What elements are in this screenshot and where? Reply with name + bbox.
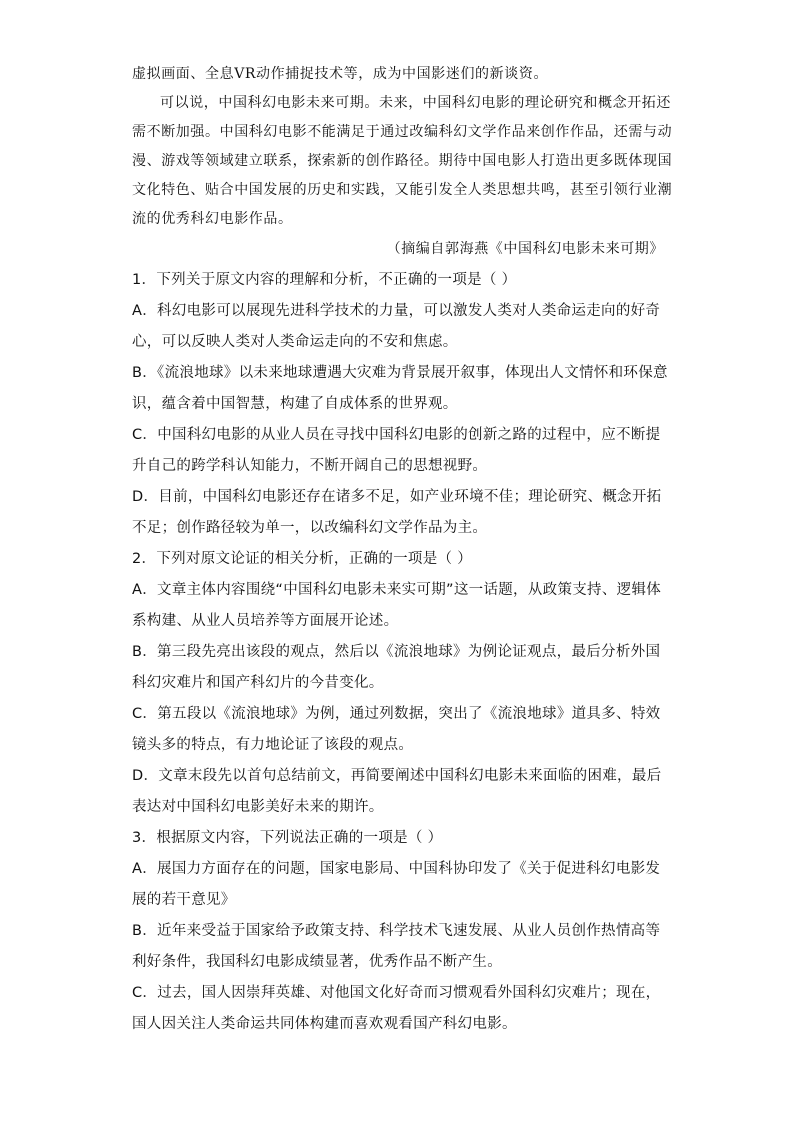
question-option-d: D．目前，中国科幻电影还存在诸多不足，如产业环境不佳；理论研究、概念开拓不足；创作路径较为单一，以改编科幻文学作品为主。 [132, 489, 662, 536]
question-3 [132, 823, 674, 1040]
question-option-c: C．第五段以《流浪地球》为例，通过列数据，突出了《流浪地球》道具多、特效镜头多的特点，有力地论证了该段的观点。 [132, 706, 661, 753]
question-option-b: B．《流浪地球》以未来地球遭遇大灾难为背景展开叙事，体现出人文情怀和环保意识，蕴含着中国智慧，构建了自成体系的世界观。 [132, 365, 668, 412]
question-1 [132, 265, 674, 544]
question-option-c: C．过去，国人因崇拜英雄、对他国文化好奇而习惯观看外国科幻灾难片；现在，国人因关注人类命运共同体构建而喜欢观看国产科幻电影。 [132, 985, 661, 1032]
passage-paragraph: 可以说，中国科幻电影未来可期。未来，中国科幻电影的理论研究和概念开拓还需不断加强。中国科幻电影不能满足于通过改编科幻文学作品来创作作品，还需与动漫、游戏等领域建立联系，探索新的创作路径。期待中国电影人打造出更多既体现国文化特色、贴合中国发展的历史和实践，又能引发全人类思想共鸣，甚至引领行业潮流的优秀科幻电影作品。 [132, 95, 673, 227]
passage [132, 0, 674, 234]
question-option-a: A．科幻电影可以展现先进科学技术的力量，可以激发人类对人类命运走向的好奇心，可以反映人类对人类命运走向的不安和焦虑。 [132, 303, 661, 350]
question-option-d: D．文章末段先以首句总结前文，再简要阐述中国科幻电影未来面临的困难，最后表达对中国科幻电影美好未来的期许。 [132, 768, 662, 815]
question-option-b: B．近年来受益于国家给予政策支持、科学技术飞速发展、从业人员创作热情高等利好条件，我国科幻电影成绩显著，优秀作品不断产生。 [132, 923, 661, 970]
question-stem: 3．根据原文内容，下列说法正确的一项是（ ） [132, 830, 443, 846]
question-2 [132, 544, 674, 823]
question-list [132, 265, 674, 1040]
question-stem: 2．下列对原文论证的相关分析，正确的一项是（ ） [132, 551, 473, 567]
question-option-b: B．第三段先亮出该段的观点，然后以《流浪地球》为例论证观点，最后分析外国科幻灾难片和国产科幻片的今昔变化。 [132, 644, 661, 691]
passage-paragraph: 虚拟画面、全息VR动作捕捉技术等，成为中国影迷们的新谈资。 [132, 66, 549, 82]
question-stem: 1．下列关于原文内容的理解和分析，不正确的一项是（ ） [132, 272, 517, 288]
question-option-a: A．文章主体内容围绕“中国科幻电影未来实可期”这一话题，从政策支持、逻辑体系构建、从业人员培养等方面展开论述。 [132, 582, 662, 629]
question-option-a: A．展国力方面存在的问题，国家电影局、中国科协印发了《关于促进科幻电影发展的若干意见》 [132, 861, 661, 908]
passage-source: （摘编自郭海燕《中国科幻电影未来可期》 [386, 241, 664, 257]
question-option-c: C．中国科幻电影的从业人员在寻找中国科幻电影的创新之路的过程中，应不断提升自己的跨学科认知能力，不断开阔自己的思想视野。 [132, 427, 661, 474]
